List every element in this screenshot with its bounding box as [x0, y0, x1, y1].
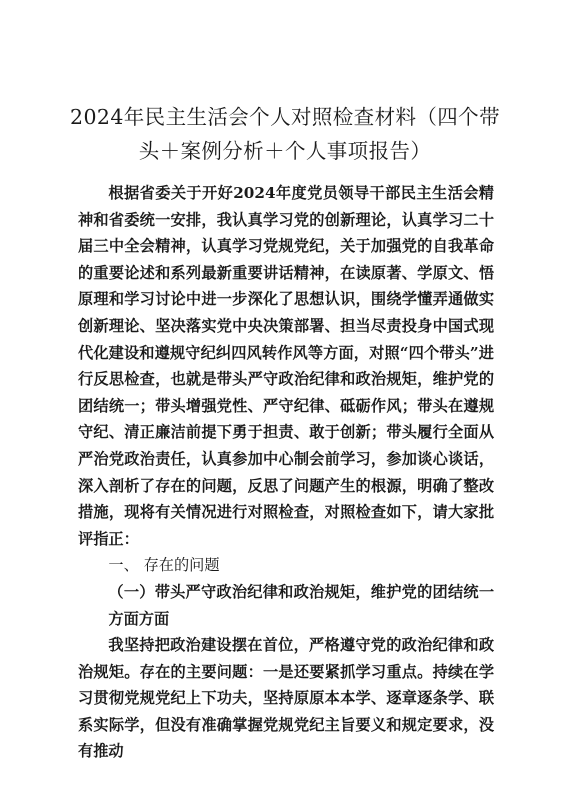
intro-paragraph: 根据省委关于开好2024年度党员领导干部民主生活会精神和省委统一安排，我认真学习党的创新理论，认真学习二十届三中全会精神，认真学习党规党纪，关于加强党的自我革命的重要论述和系列最新重要讲话精神，在读原著、学原文、悟原理和学习讨论中进一步深化了思想认识，围绕学懂弄通做实创新理论、坚决落实党中央决策部署、担当尽责投身中国式现代化建设和遵规守纪纠四风转作风等方面，对照“四个带头”进行反思检查，也就是带头严守政治纪律和政治规矩，维护党的团结统一；带头增强党性、严守纪律、砥砺作风；带头在遵规守纪、清正廉洁前提下勇于担责、敢于创新；带头履行全面从严治党政治责任，认真参加中心制会前学习，参加谈心谈话，深入剖析了存在的问题，反思了问题产生的根源，明确了整改措施，现将有关情况进行对照检查，对照检查如下，请大家批评指正：	[78, 184, 494, 548]
document-title: 2024年民主生活会个人对照检查材料（四个带头＋案例分析＋个人事项报告）	[70, 105, 500, 163]
body-paragraph: 我坚持把政治建设摆在首位，严格遵守党的政治纪律和政治规矩。存在的主要问题：一是还要紧抓学习重点。持续在学习贯彻党规党纪上下功夫，坚持原原本本学、逐章逐条学、联系实际学，但没有准确掌握党规党纪主旨要义和规定要求，没有推动	[78, 636, 494, 761]
subsection-heading-text: （一）带头严守政治纪律和政治规矩，维护党的团结统一方面方面	[108, 582, 494, 628]
document-body	[78, 180, 494, 765]
subsection-heading-political-discipline	[78, 579, 494, 632]
section-heading-problems: 一、 存在的问题	[108, 556, 220, 575]
